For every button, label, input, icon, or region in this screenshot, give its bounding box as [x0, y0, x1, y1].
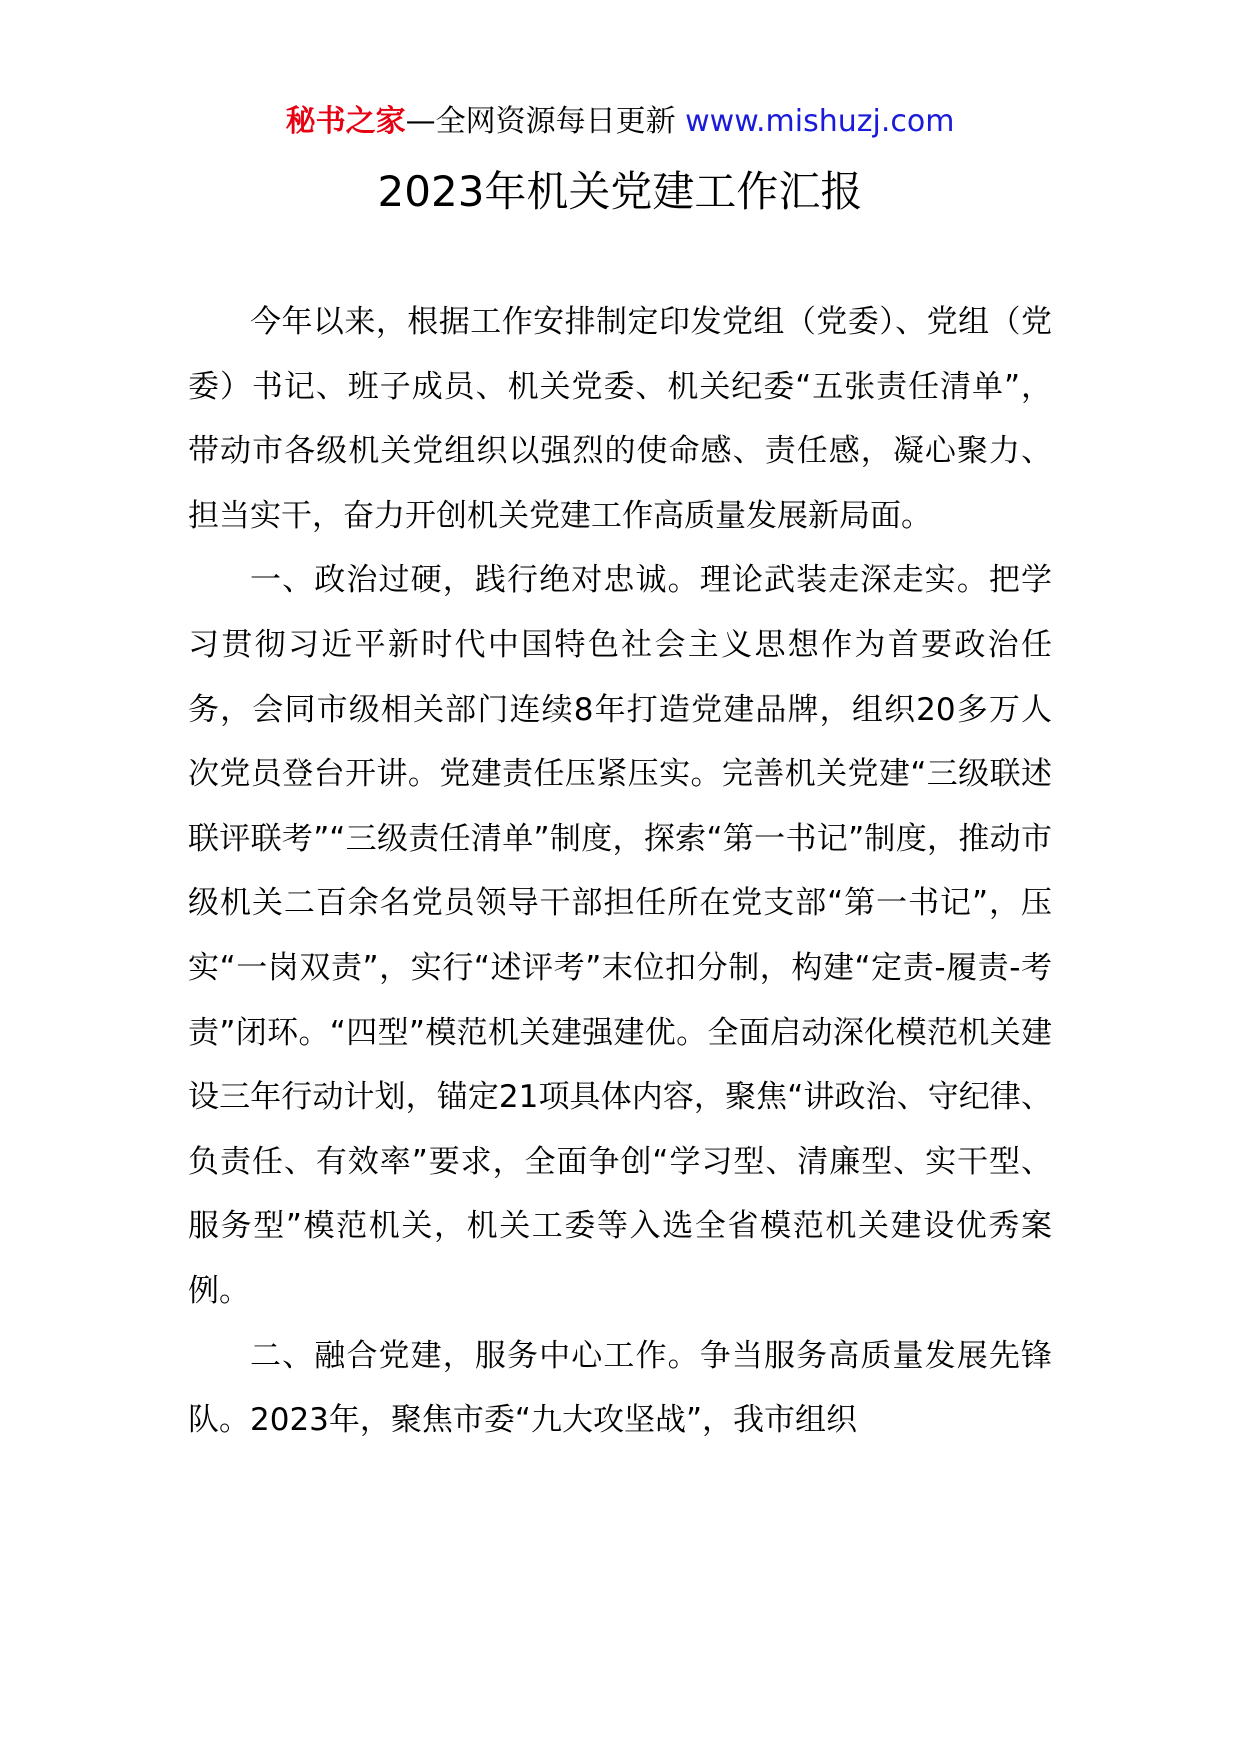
- document-title: 2023年机关党建工作汇报: [377, 167, 863, 216]
- site-tagline: —全网资源每日更新: [405, 104, 676, 139]
- paragraph-section-2: 二、融合党建，服务中心工作。争当服务高质量发展先锋队。2023年，聚焦市委“九大攻坚战”，我市组织: [188, 1337, 1052, 1439]
- document-body: [188, 290, 1052, 1453]
- site-header: [0, 100, 1240, 144]
- site-url-link[interactable]: www.mishuzj.com: [685, 104, 955, 139]
- paragraph-section-1: 一、政治过硬，践行绝对忠诚。理论武装走深走实。把学习贯彻习近平新时代中国特色社会主义思想作为首要政治任务，会同市级相关部门连续8年打造党建品牌，组织20多万人次党员登台开讲。党建责任压紧压实。完善机关党建“三级联述联评联考”“三级责任清单”制度，探索“第一书记”制度，推动市级机关二百余名党员领导干部担任所在党支部“第一书记”，压实“一岗双责”，实行“述评考”末位扣分制，构建“定责-履责-考责”闭环。“四型”模范机关建强建优。全面启动深化模范机关建设三年行动计划，锚定21项具体内容，聚焦“讲政治、守纪律、负责任、有效率”要求，全面争创“学习型、清廉型、实干型、服务型”模范机关，机关工委等入选全省模范机关建设优秀案例。: [188, 562, 1052, 1309]
- site-brand: 秘书之家: [285, 104, 406, 139]
- paragraph-intro: 今年以来，根据工作安排制定印发党组（党委）、党组（党委）书记、班子成员、机关党委、机关纪委“五张责任清单”，带动市各级机关党组织以强烈的使命感、责任感，凝心聚力、担当实干，奋力开创机关党建工作高质量发展新局面。: [188, 304, 1052, 534]
